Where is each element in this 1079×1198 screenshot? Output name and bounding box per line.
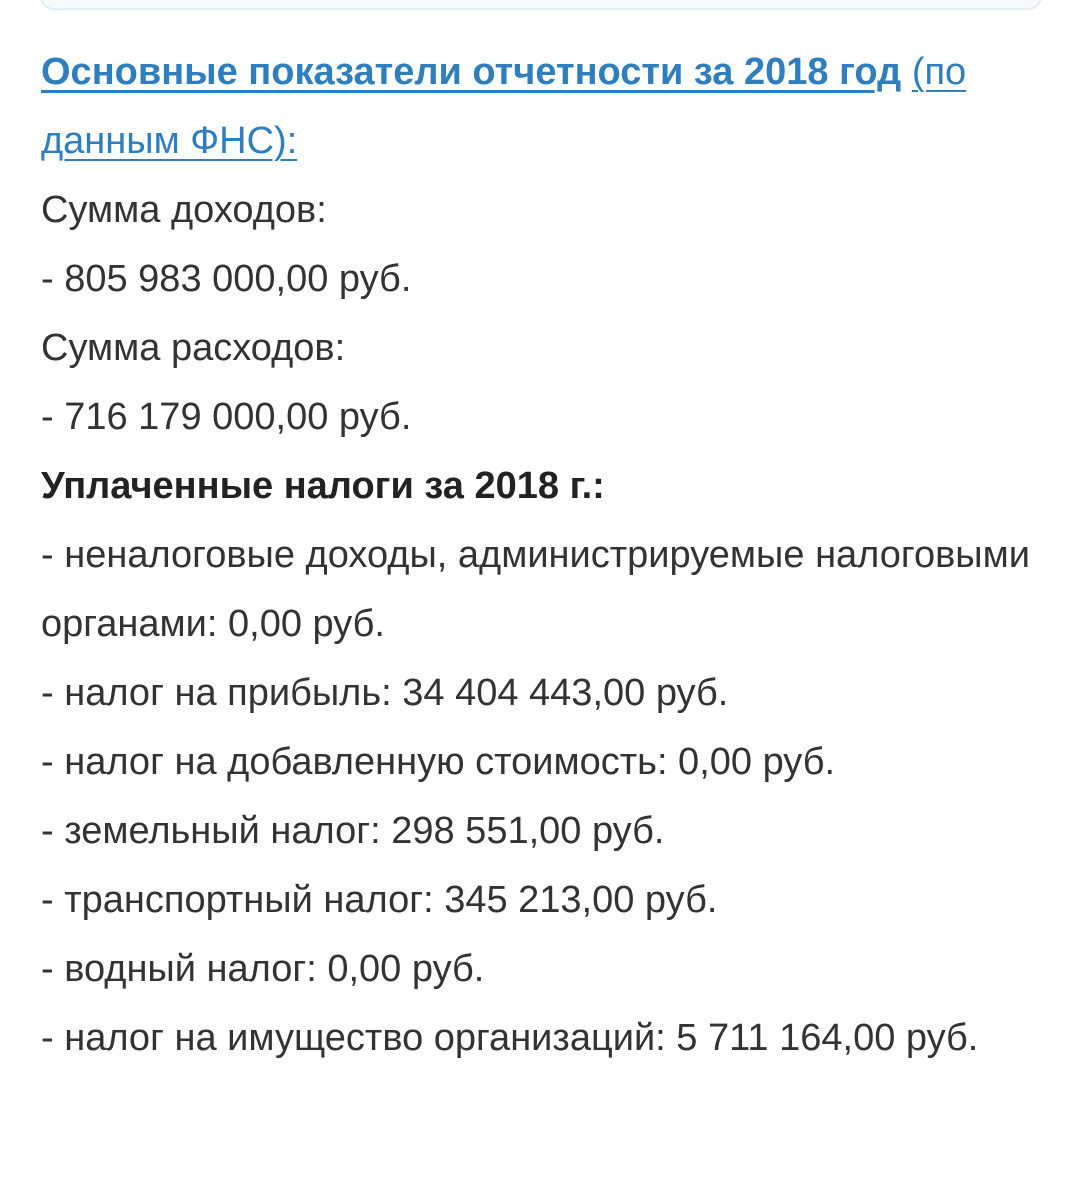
report-title-link[interactable]: Основные показатели отчетности за 2018 год — [41, 51, 902, 93]
tax-item-transport: - транспортный налог: 345 213,00 руб. — [41, 879, 718, 921]
tax-item-water: - водный налог: 0,00 руб. — [41, 948, 485, 990]
income-value: - 805 983 000,00 руб. — [41, 258, 412, 300]
source-link[interactable]: (по данным ФНС): — [41, 51, 967, 162]
income-label: Сумма доходов: — [41, 189, 327, 231]
taxes-heading: Уплаченные налоги за 2018 г.: — [41, 465, 605, 507]
tax-item-profit: - налог на прибыль: 34 404 443,00 руб. — [41, 672, 729, 714]
tax-item-vat: - налог на добавленную стоимость: 0,00 руб. — [41, 741, 836, 783]
tax-item-property: - налог на имущество организаций: 5 711 164,00 руб. — [41, 1017, 979, 1059]
report-section — [41, 38, 1041, 1073]
expenses-label: Сумма расходов: — [41, 327, 346, 369]
tax-item-land: - земельный налог: 298 551,00 руб. — [41, 810, 665, 852]
expenses-value: - 716 179 000,00 руб. — [41, 396, 412, 438]
report-heading — [41, 38, 1041, 176]
previous-card — [40, 0, 1042, 10]
tax-item-nontax-income: - неналоговые доходы, администрируемые налоговыми органами: 0,00 руб. — [41, 534, 1030, 645]
